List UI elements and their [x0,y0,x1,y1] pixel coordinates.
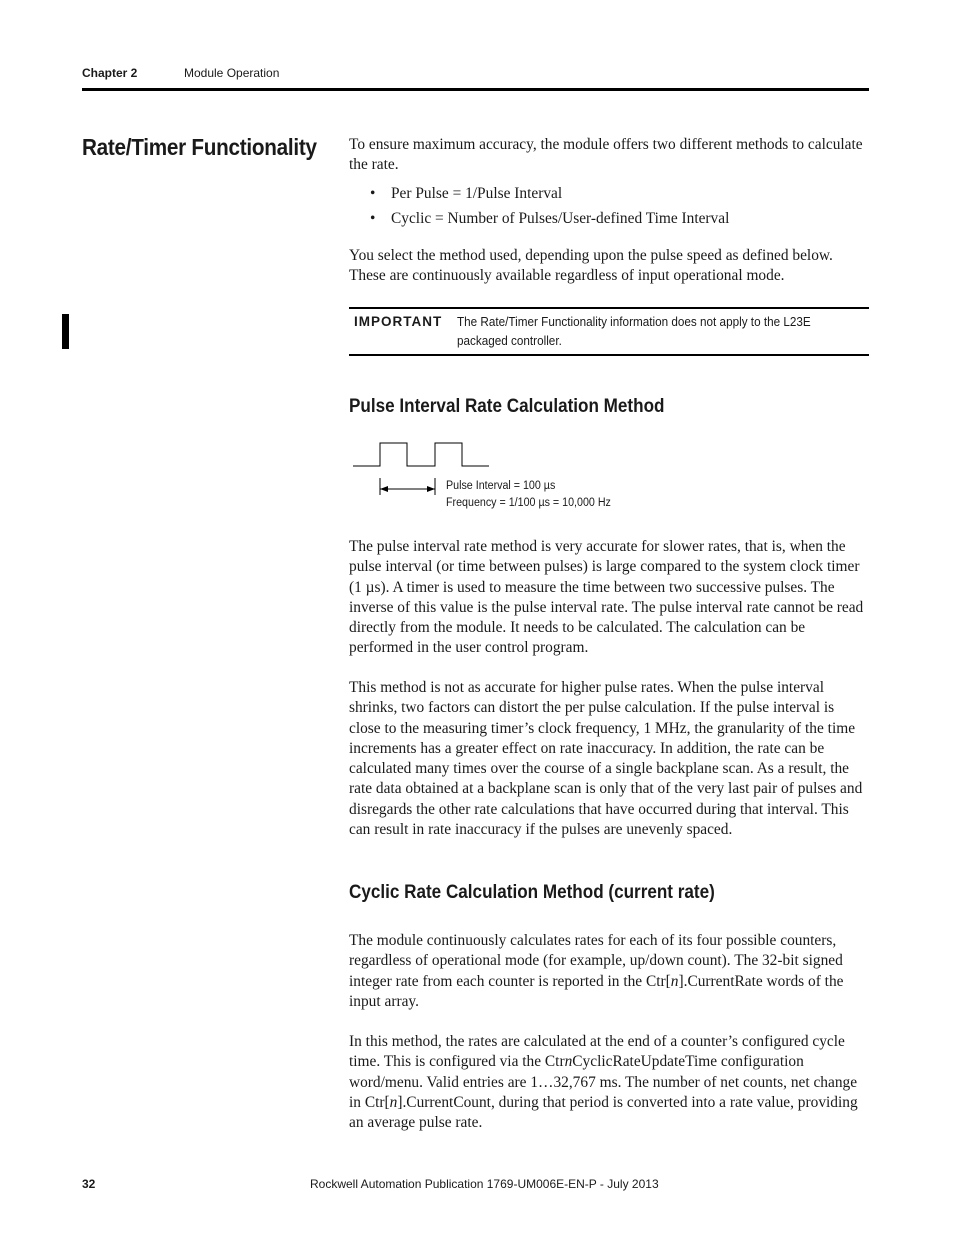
frequency-label: Frequency = 1/100 µs = 10,000 Hz [446,497,611,509]
list-item-text: Cyclic = Number of Pulses/User-defined Time Interval [391,210,730,227]
change-bar [62,314,69,349]
section-title: Rate/Timer Functionality [82,134,317,160]
select-paragraph: You select the method used, depending upon the pulse speed as defined below. These are continuously available regardless of input operational mode. [349,247,833,285]
method-list [349,181,729,231]
list-item: • Cyclic = Number of Pulses/User-defined Time Interval [370,210,730,227]
important-note [349,307,869,356]
cyclic-paragraph-2: In this method, the rates are calculated at the end of a counter’s configured cycle time. This is configured via the CtrnCyclicRateUpdateTime configuration word/menu. Valid entries are 1…32,767 ms. The number of net counts, net change in Ctr[n].CurrentCount, during that period is converted into a rate value, providing an average pulse rate. [349,1033,858,1132]
pulse-waveform-figure [349,438,649,518]
list-item-text: Per Pulse = 1/Pulse Interval [391,185,563,202]
variable-n: n [670,972,679,990]
variable-n: n [389,1093,398,1111]
interval-label: Pulse Interval = 100 µs [446,480,556,492]
arrowhead-left-icon [380,486,388,492]
important-text: The Rate/Timer Functionality information does not apply to the L23E packaged controller. [457,315,811,348]
pulse-interval-paragraph-2: This method is not as accurate for higher pulse rates. When the pulse interval shrinks, two factors can distort the per pulse calculation. If the pulse interval is close to the measuring timer’s clock frequency, 1 MHz, the granularity of the time increments has a greater effect on rate inaccuracy. In addition, the rate can be calculated many times over the course of a single backplane scan. As a result, the rate data obtained at a backplane scan is only that of the very last pair of pulses and disregards the other rate calculations that have occurred during that interval. This can result in rate inaccuracy if the pulses are unevenly spaced. [349,679,863,839]
pulse-interval-paragraph-1: The pulse interval rate method is very accurate for slower rates, that is, when the pulse interval (or time between pulses) is large compared to the system clock timer (1 µs). A timer is used to measure the time between two successive pulses. The inverse of this value is the pulse interval rate. The pulse interval rate cannot be read directly from the module. It needs to be calculated. The calculation can be performed in the user control program. [349,538,864,657]
pulse-waveform-line [353,443,489,466]
variable-n: n [564,1053,573,1071]
header-chapter: Chapter 2 [82,66,138,80]
list-item: • Per Pulse = 1/Pulse Interval [370,185,563,202]
intro-paragraph: To ensure maximum accuracy, the module offers two different methods to calculate the rate. [349,136,863,174]
header-rule [82,88,869,91]
header-title: Module Operation [184,66,280,80]
arrowhead-right-icon [427,486,435,492]
cyclic-heading: Cyclic Rate Calculation Method (current rate) [349,882,715,903]
pulse-interval-heading: Pulse Interval Rate Calculation Method [349,396,665,417]
page-number: 32 [82,1177,96,1191]
important-label: IMPORTANT [354,314,443,329]
cyclic-paragraph-1: The module continuously calculates rates for each of its four possible counters, regardless of operational mode (for example, up/down count). The 32-bit signed integer rate from each counter is reported in the Ctr[n].CurrentRate words of the input array. [349,932,844,1010]
footer-publication: Rockwell Automation Publication 1769-UM006E-EN-P - July 2013 [310,1177,659,1191]
running-header [82,66,280,80]
